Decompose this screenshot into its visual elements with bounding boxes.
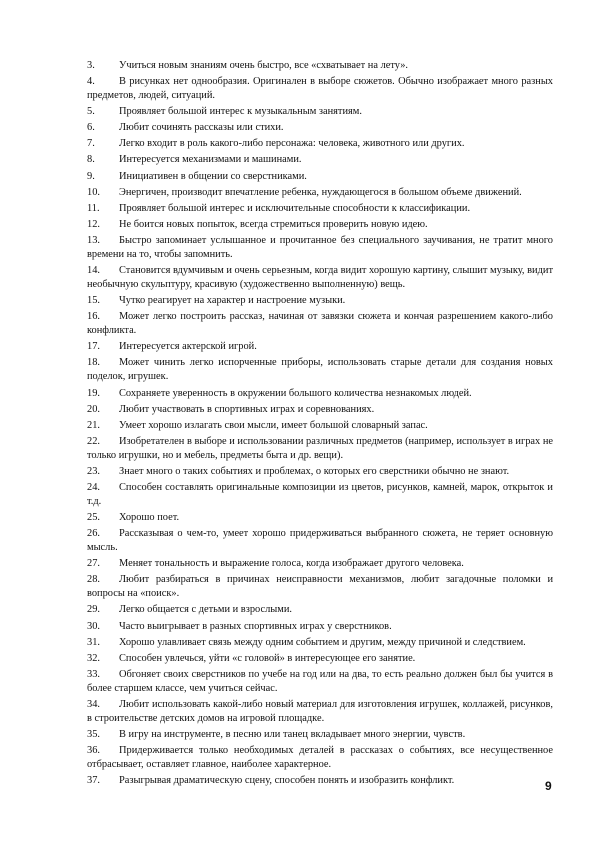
list-item: [87, 75, 553, 103]
list-item: [87, 234, 553, 262]
list-item: [87, 557, 553, 571]
list-item: [87, 294, 553, 308]
page-number: 9: [545, 779, 552, 793]
item-text: Легко входит в роль какого-либо персонажа: человека, животного или других.: [119, 138, 465, 150]
item-text: Умеет хорошо излагать свои мысли, имеет большой словарный запас.: [119, 419, 428, 431]
list-item: [87, 435, 553, 463]
item-number: 5.: [87, 106, 95, 118]
item-number: 15.: [87, 295, 100, 307]
item-number: 17.: [87, 341, 100, 353]
item-number: 19.: [87, 387, 100, 399]
list-item: [87, 121, 553, 135]
item-number: 4.: [87, 76, 95, 88]
item-text: Любит сочинять рассказы или стихи.: [119, 122, 284, 134]
item-number: 27.: [87, 558, 100, 570]
item-text: Интересуется механизмами и машинами.: [119, 154, 302, 166]
item-text: В рисунках нет однообразия. Оригинален в выборе сюжетов. Обычно изображает много разных предметов, людей, ситуаций.: [87, 76, 553, 102]
item-text: Хорошо поет.: [119, 512, 180, 524]
item-text: Интересуется актерской игрой.: [119, 341, 257, 353]
item-text: Изобретателен в выборе и использовании различных предметов (например, использует в играх не только игрушки, но и мебель, предметы быта и др. вещи).: [87, 435, 553, 461]
list-item: [87, 527, 553, 555]
item-number: 35.: [87, 729, 100, 740]
item-number: 14.: [87, 265, 100, 277]
list-item: [87, 202, 553, 216]
item-number: 16.: [87, 311, 100, 323]
item-text: Энергичен, производит впечатление ребенка, нуждающегося в большом объеме движений.: [119, 186, 522, 198]
list-item: [87, 310, 553, 338]
item-text: Разыгрывая драматическую сцену, способен понять и изобразить конфликт.: [119, 775, 455, 787]
list-item: [87, 481, 553, 509]
list-item: [87, 744, 553, 772]
item-number: 8.: [87, 154, 95, 166]
list-item: [87, 137, 553, 151]
item-text: Становится вдумчивым и очень серьезным, когда видит хорошую картину, слышит музыку, видит необычную скульптуру, красивую (художественно выполненную) вещь.: [87, 265, 553, 291]
item-text: Способен составлять оригинальные композиции из цветов, рисунков, камней, марок, открыток и т.д.: [87, 481, 553, 507]
item-number: 33.: [87, 668, 100, 680]
item-number: 10.: [87, 186, 100, 198]
item-number: 26.: [87, 528, 100, 540]
list-item: [87, 170, 553, 184]
list-item: [87, 774, 553, 788]
list-item: [87, 511, 553, 525]
item-text: В игру на инструменте, в песню или танец вкладывает много энергии, чувств.: [119, 729, 466, 740]
item-number: 7.: [87, 138, 95, 150]
item-number: 9.: [87, 170, 95, 182]
item-text: Учиться новым знаниям очень быстро, все «схватывает на лету».: [119, 60, 409, 71]
list-item: [87, 153, 553, 167]
item-number: 13.: [87, 234, 100, 246]
list-item: [87, 264, 553, 292]
list-item: [87, 419, 553, 433]
list-item: [87, 636, 553, 650]
item-number: 18.: [87, 357, 100, 369]
list-item: [87, 465, 553, 479]
item-text: Может легко построить рассказ, начиная от завязки сюжета и кончая разрешением какого-либо конфликта.: [87, 311, 553, 337]
item-text: Обгоняет своих сверстников по учебе на год или на два, то есть реально должен был бы учится в более старшем классе, чем учиться сейчас.: [87, 668, 553, 694]
item-text: Придерживается только необходимых деталей в рассказах о событиях, все несущественное отбрасывает, оставляет главное, наиболее характерное.: [87, 745, 553, 771]
item-number: 25.: [87, 512, 100, 524]
item-number: 28.: [87, 574, 100, 586]
item-number: 31.: [87, 636, 100, 648]
item-text: Не боится новых попыток, всегда стремиться проверить новую идею.: [119, 218, 428, 230]
item-text: Быстро запоминает услышанное и прочитанное без специального заучивания, не тратит много времени на то, чтобы запомнить.: [87, 234, 553, 260]
list-item: [87, 387, 553, 401]
item-number: 23.: [87, 465, 100, 477]
list-item: [87, 340, 553, 354]
item-text: Знает много о таких событиях и проблемах, о которых его сверстники обычно не знают.: [119, 465, 510, 477]
item-text: Инициативен в общении со сверстниками.: [119, 170, 307, 182]
list-item: [87, 403, 553, 417]
list-item: [87, 620, 553, 634]
item-text: Хорошо улавливает связь между одним событием и другим, между причиной и следствием.: [119, 636, 526, 648]
item-number: 32.: [87, 652, 100, 664]
item-number: 24.: [87, 481, 100, 493]
list-item: [87, 668, 553, 696]
item-number: 36.: [87, 745, 100, 757]
list-item: [87, 59, 553, 73]
item-number: 3.: [87, 60, 95, 71]
item-text: Легко общается с детьми и взрослыми.: [119, 604, 292, 616]
item-text: Может чинить легко испорченные приборы, использовать старые детали для создания новых поделок, игрушек.: [87, 357, 553, 383]
item-number: 6.: [87, 122, 95, 134]
list-item: [87, 105, 553, 119]
item-number: 22.: [87, 435, 100, 447]
item-text: Любит разбираться в причинах неисправности механизмов, любит загадочные поломки и вопросы на «поиск».: [87, 574, 553, 600]
item-text: Часто выигрывает в разных спортивных играх у сверстников.: [119, 620, 392, 632]
item-text: Меняет тональность и выражение голоса, когда изображает другого человека.: [119, 558, 464, 570]
item-number: 11.: [87, 202, 100, 214]
item-number: 21.: [87, 419, 100, 431]
item-text: Способен увлечься, уйти «с головой» в интересующее его занятие.: [119, 652, 416, 664]
item-number: 29.: [87, 604, 100, 616]
list-item: [87, 652, 553, 666]
item-text: Сохраняете уверенность в окружении большого количества незнакомых людей.: [119, 387, 472, 399]
item-text: Проявляет большой интерес к музыкальным занятиям.: [119, 106, 362, 118]
list-item: [87, 356, 553, 384]
item-number: 34.: [87, 698, 100, 710]
item-text: Чутко реагирует на характер и настроение музыки.: [119, 295, 346, 307]
list-item: [87, 186, 553, 200]
list-item: [87, 218, 553, 232]
item-number: 37.: [87, 775, 100, 787]
item-text: Любит участвовать в спортивных играх и соревнованиях.: [119, 403, 375, 415]
item-number: 12.: [87, 218, 100, 230]
list-item: [87, 573, 553, 601]
item-number: 30.: [87, 620, 100, 632]
list-item: [87, 728, 553, 742]
item-text: Любит использовать какой-либо новый материал для изготовления игрушек, коллажей, рисунков, в строительстве детских домов на игровой площадке.: [87, 698, 553, 724]
questionnaire-list: [87, 59, 553, 790]
item-number: 20.: [87, 403, 100, 415]
item-text: Проявляет большой интерес и исключительные способности к классификации.: [119, 202, 471, 214]
list-item: [87, 698, 553, 726]
list-item: [87, 603, 553, 617]
item-text: Рассказывая о чем-то, умеет хорошо придерживаться выбранного сюжета, не теряет основную мысль.: [87, 528, 553, 554]
